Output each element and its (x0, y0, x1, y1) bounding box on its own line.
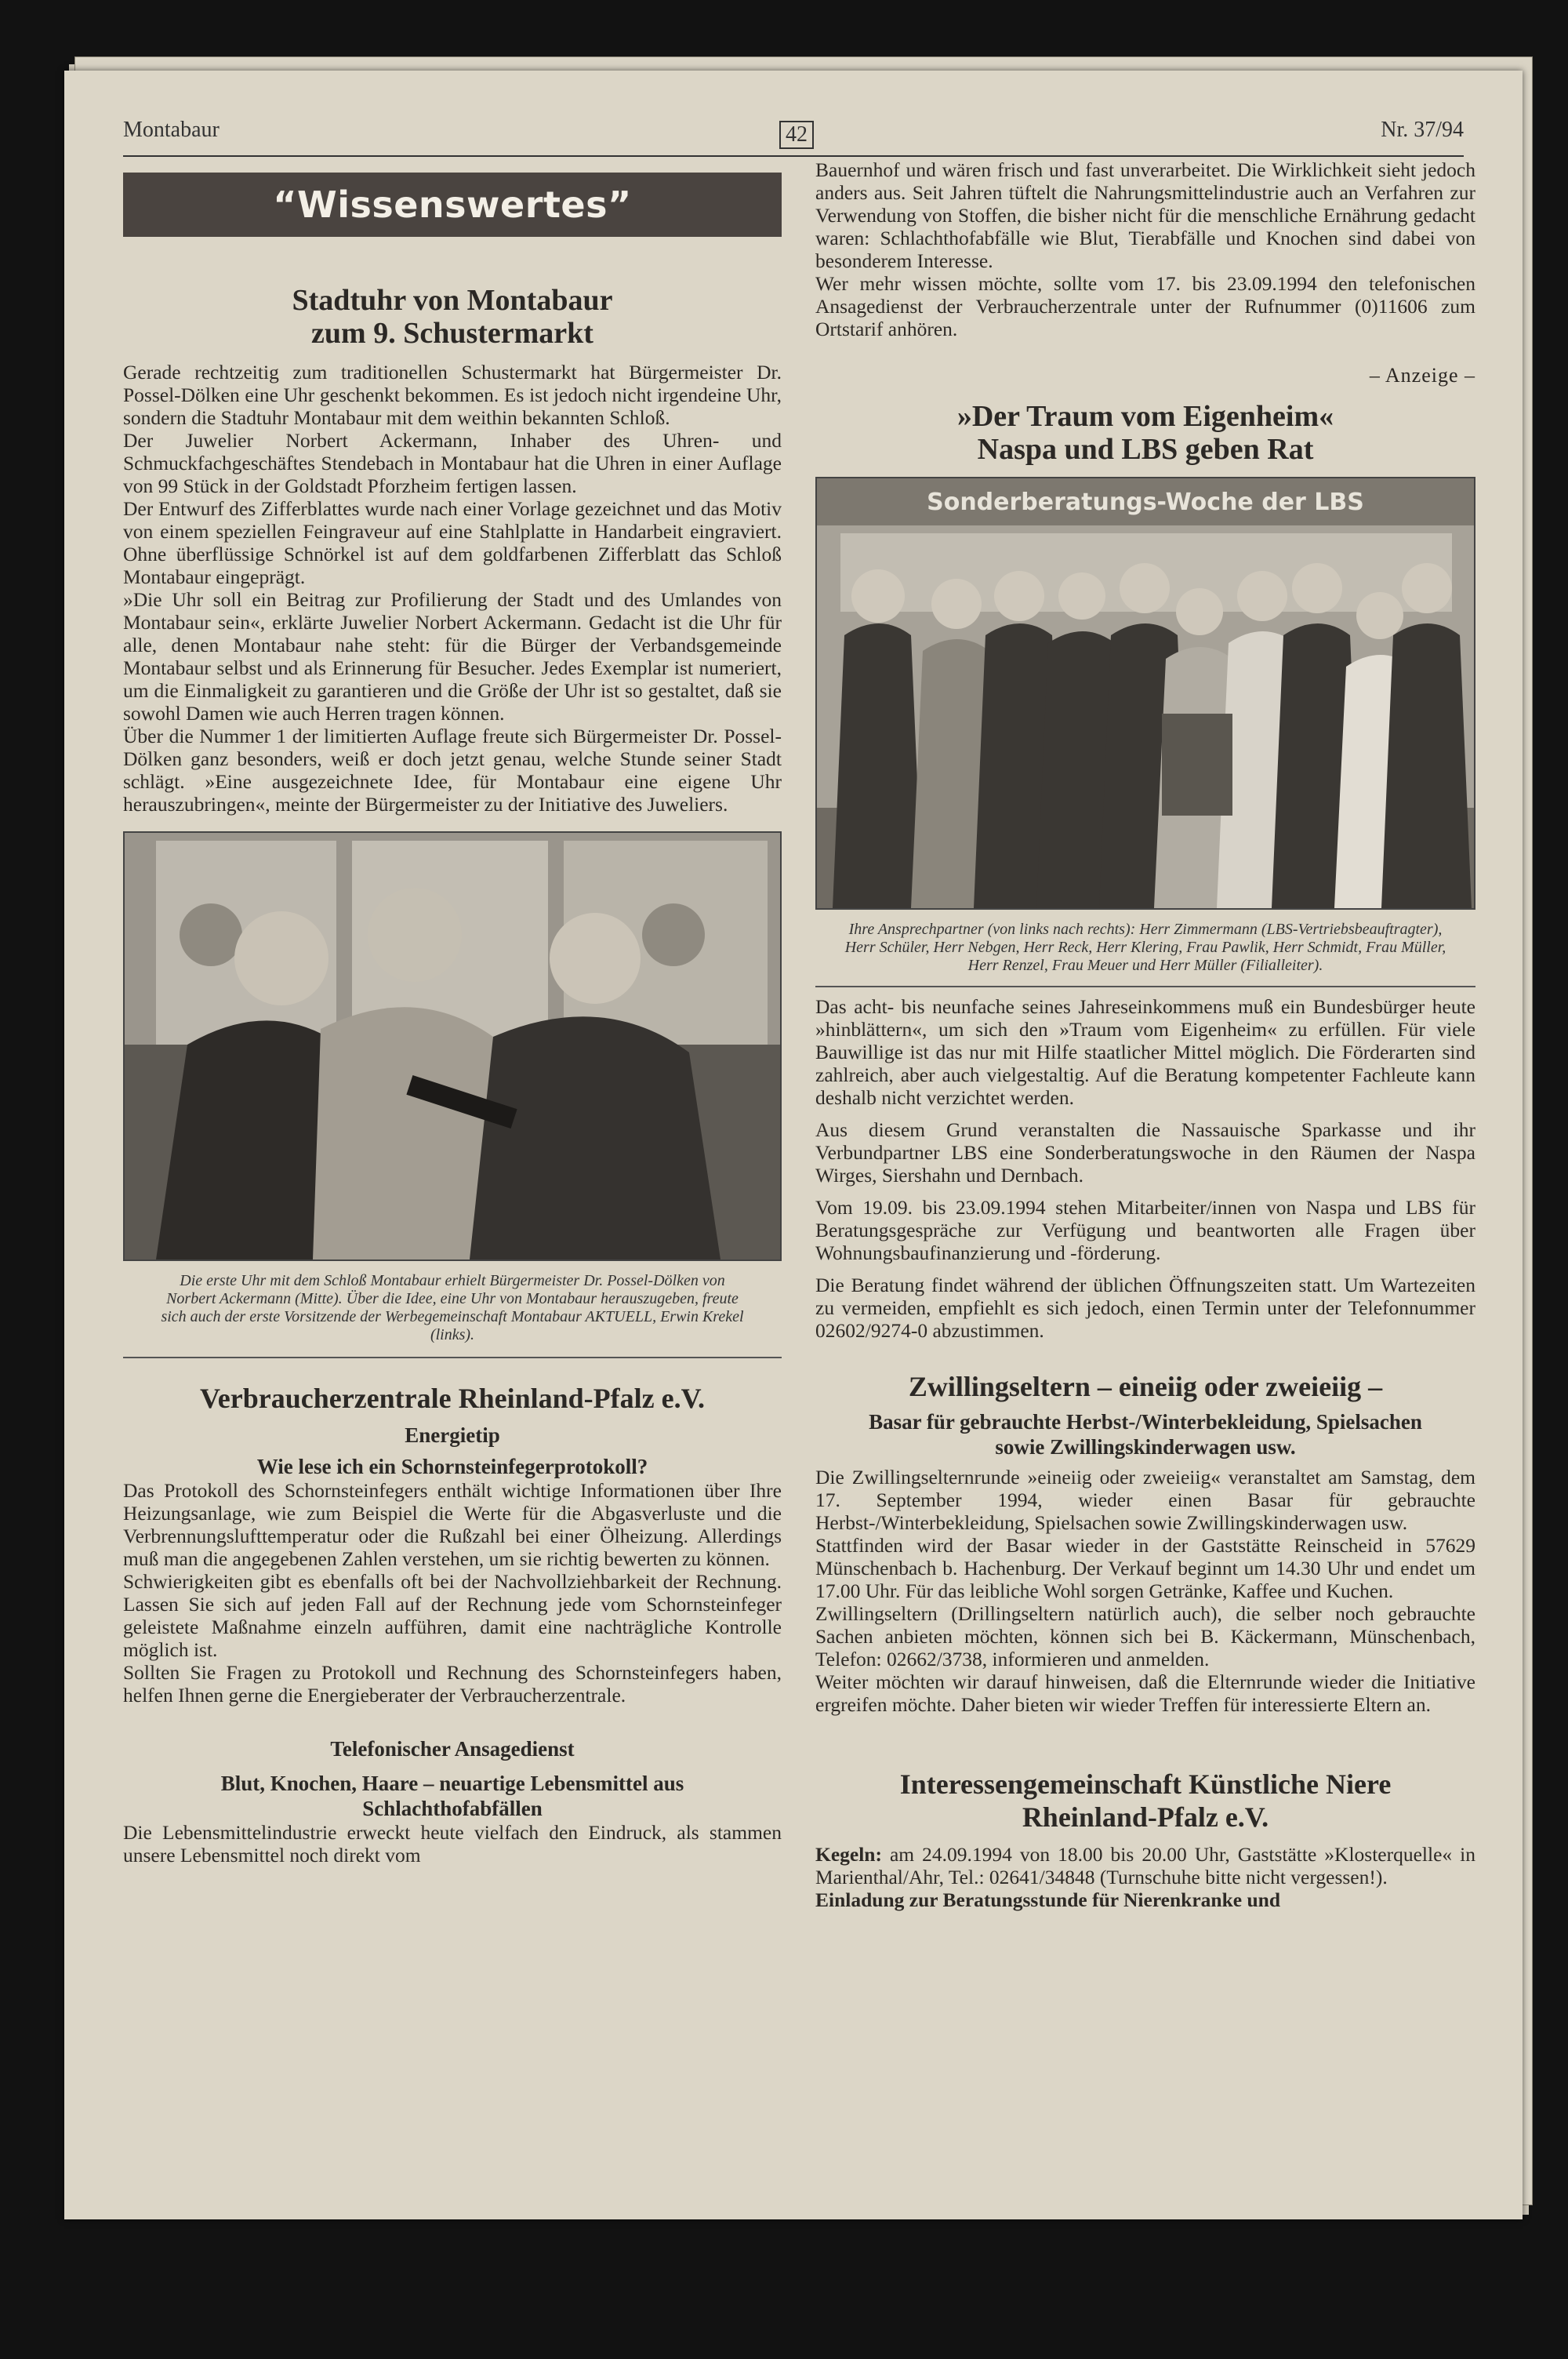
photo-image (817, 478, 1474, 908)
article-zwillingseltern (815, 1370, 1475, 1716)
header-town: Montabaur (123, 118, 220, 142)
article-title: Interessengemeinschaft Künstliche Niere (899, 1768, 1392, 1800)
photo-caption: Die erste Uhr mit dem Schloß Montabaur erhielt Bürgermeister Dr. Possel-Dölken von Norbert Ackermann (Mitte). Über die Idee, eine Uhr von Montabaur herauszugeben, freute sich auch der erste Vorsitzende der Werbegemeinschaft Montabaur AKTUELL, Erwin Krekel (links). (161, 1272, 744, 1343)
kegeln-text: am 24.09.1994 von 18.00 bis 20.00 Uhr, Gaststätte »Klosterquelle« in Marienthal/Ahr, Tel.: 02641/34848 (Turnschuhe bitte nicht vergessen!). (815, 1843, 1475, 1888)
paragraph: Wer mehr wissen möchte, sollte vom 17. bis 23.09.1994 den telefonischen Ansagedienst der Verbraucherzentrale unter der Rufnummer (0)11606 zum Ortstarif anhören. (815, 272, 1475, 340)
advertisement-label: – Anzeige – (1369, 364, 1475, 387)
photo-clock-handover (123, 831, 782, 1261)
header-issue: Nr. 37/94 (1381, 118, 1464, 142)
paragraph: Gerade rechtzeitig zum traditionellen Schustermarkt hat Bürgermeister Dr. Possel-Dölken eine Uhr geschenkt bekommen. Es ist jedoch nicht irgendeine Uhr, sondern die Stadtuhr Montabaur mit dem weithin bekannten Schloß. (123, 361, 782, 429)
paragraph: Vom 19.09. bis 23.09.1994 stehen Mitarbeiter/innen von Naspa und LBS für Beratungsgespräche zur Verfügung und beantworten alle Fragen über Wohnungsbaufinanzierung und -förderung. (815, 1196, 1475, 1264)
article-ansagedienst (123, 1736, 782, 1866)
paragraph: Schwierigkeiten gibt es ebenfalls oft bei der Nachvollziehbarkeit der Rechnung. Lassen Sie sich auf jeden Fall auf der Rechnung jede vom Schornsteinfeger geleistete Maßnahme einzeln aufführen, damit eine nachträgliche Kontrolle möglich ist. (123, 1570, 782, 1661)
article-title: Stadtuhr von Montabaur (292, 284, 613, 317)
article-subheading: Blut, Knochen, Haare – neuartige Lebensmittel aus Schlachthofabfällen (220, 1772, 684, 1820)
article-title-line2: Rheinland-Pfalz e.V. (1022, 1801, 1269, 1833)
article-subtitle: Energietip (405, 1423, 500, 1447)
article-subtitle: Basar für gebrauchte Herbst-/Winterbekleidung, Spielsachen sowie Zwillingskinderwagen usw. (869, 1410, 1422, 1459)
paragraph: Sollten Sie Fragen zu Protokoll und Rechnung des Schornsteinfegers haben, helfen Ihnen gerne die Energieberater der Verbraucherzentrale. (123, 1661, 782, 1707)
photo-sign-text: Sonderberatungs-Woche der LBS (927, 489, 1364, 516)
article-title: Zwillingseltern – eineiig oder zweieiig – (908, 1371, 1383, 1402)
paragraph: Der Juwelier Norbert Ackermann, Inhaber des Uhren- und Schmuckfachgeschäftes Stendebach in Montabaur hat die Uhren in einer Auflage von 99 Stück in der Goldstadt Pforzheim fertigen lassen. (123, 429, 782, 497)
article-title: Verbraucherzentrale Rheinland-Pfalz e.V. (200, 1383, 705, 1414)
article-title-line2: Naspa und LBS geben Rat (977, 433, 1314, 466)
paragraph: Der Entwurf des Zifferblattes wurde nach einer Vorlage gezeichnet und das Motiv von einem speziellen Feingraveur auf eine Stahlplatte in Handarbeit eingraviert. Ohne überflüssige Schnörkel ist auf dem goldfarbenen Zifferblatt das Schloß Montabaur eingeprägt. (123, 497, 782, 588)
paragraph: »Die Uhr soll ein Beitrag zur Profilierung der Stadt und des Umlandes von Montabaur sein«, erklärte Juwelier Norbert Ackermann. Gedacht ist die Uhr für alle, denen Montabaur nahe steht: für die Bürger der Verbandsgemeinde Montabaur selbst und als Erinnerung für Besucher. Jedes Exemplar ist numeriert, um die Einmaligkeit zu garantieren und die Größe der Uhr ist so gestaltet, daß sie sowohl Damen wie auch Herren tragen können. (123, 588, 782, 725)
divider (123, 1357, 782, 1358)
paragraph: Die Beratung findet während der üblichen Öffnungszeiten statt. Um Wartezeiten zu vermeiden, empfiehlt es sich jedoch, einen Termin unter der Telefonnummer 02602/9274-0 abzustimmen. (815, 1274, 1475, 1342)
section-banner: “Wissenswertes” (123, 173, 782, 237)
article-title-line2: zum 9. Schustermarkt (311, 317, 593, 350)
article-verbraucherzentrale (123, 1382, 782, 1707)
paragraph-kegeln (815, 1843, 1475, 1888)
article-eigenheim (815, 400, 1475, 1342)
paragraph: Zwillingseltern (Drillingseltern natürlich auch), die selber noch gebrauchte Sachen anbieten möchten, können sich bei B. Käckermann, Münschenbach, Telefon: 02662/3738, informieren und anmelden. (815, 1602, 1475, 1670)
article-kuenstliche-niere (815, 1768, 1475, 1911)
paragraph: Aus diesem Grund veranstalten die Nassauische Sparkasse und ihr Verbundpartner LBS eine Sonderberatungswoche in den Räumen der Naspa Wirges, Siershahn und Dernbach. (815, 1118, 1475, 1187)
photo-image (125, 833, 780, 1259)
right-column (815, 158, 1475, 1911)
paragraph: Die Zwillingselternrunde »eineiig oder zweieiig« veranstaltet am Samstag, dem 17. September 1994, wieder einen Basar für gebrauchte Herbst-/Winterbekleidung, Spielsachen sowie Zwillingskinderwagen usw. (815, 1466, 1475, 1534)
article-stadtuhr (123, 284, 782, 1358)
article-heading: Telefonischer Ansagedienst (330, 1737, 575, 1761)
paragraph: Das acht- bis neunfache seines Jahreseinkommens muß ein Bundesbürger heute »hinblättern«, um sich den »Traum vom Eigenheim« zu erfüllen. Für viele Bauwillige ist das nur mit Hilfe staatlicher Mittel möglich. Die Förderarten sind zahlreich, aber auch vielgestaltig. Auf die Beratung kompetenter Fachleute kann deshalb nicht verzichtet werden. (815, 995, 1475, 1109)
kegeln-label: Kegeln: (815, 1843, 882, 1866)
paragraph: Über die Nummer 1 der limitierten Auflage freute sich Bürgermeister Dr. Possel-Dölken ganz besonders, weiß er doch jetzt genau, welche Stunde seiner Stadt schlägt. »Eine ausgezeichnete Idee, für Montabaur eine eigene Uhr herauszubringen«, meinte der Bürgermeister zu der Initiative des Juweliers. (123, 725, 782, 816)
header-rule (123, 155, 1464, 157)
paragraph: Weiter möchten wir darauf hinweisen, daß die Elternrunde wieder die Initiative ergreifen möchte. Daher bieten wir wieder Treffen für interessierte Eltern an. (815, 1670, 1475, 1716)
photo-caption: Ihre Ansprechpartner (von links nach rechts): Herr Zimmermann (LBS-Vertriebsbeauftragter), Herr Schüler, Herr Nebgen, Herr Reck, Herr Klering, Frau Pawlik, Herr Schmidt, Frau Müller, Herr Renzel, Frau Meuer und Herr Müller (Filialleiter). (844, 921, 1446, 974)
divider (815, 986, 1475, 987)
paragraph: Stattfinden wird der Basar wieder in der Gaststätte Reinscheid in 57629 Münschenbach b. Hachenburg. Der Verkauf beginnt um 14.30 Uhr und endet um 17.00 Uhr. Für das leibliche Wohl sorgen Getränke, Kaffee und Kuchen. (815, 1534, 1475, 1602)
article-subtitle: Wie lese ich ein Schornsteinfegerprotokoll? (256, 1455, 648, 1478)
article-title: »Der Traum vom Eigenheim« (956, 400, 1334, 433)
newspaper-page (64, 71, 1523, 2219)
left-column (123, 173, 782, 1866)
paragraph: Die Lebensmittelindustrie erweckt heute vielfach den Eindruck, als stammen unsere Lebensmittel noch direkt vom (123, 1821, 782, 1866)
header-page-number: 42 (779, 121, 814, 149)
paragraph: Bauernhof und wären frisch und fast unverarbeitet. Die Wirklichkeit sieht jedoch anders aus. Seit Jahren tüftelt die Nahrungsmittelindustrie auch an Verfahren zur Verwendung von Stoffen, die bisher nicht für die menschliche Ernährung gedacht waren: Schlachthofabfälle wie Blut, Tierabfälle und Knochen sind dabei von besonderem Interesse. (815, 158, 1475, 272)
photo-naspa-team (815, 477, 1475, 910)
paragraph-einladung: Einladung zur Beratungsstunde für Nierenkranke und (815, 1888, 1281, 1911)
paragraph: Das Protokoll des Schornsteinfegers enthält wichtige Informationen über Ihre Heizungsanlage, wie zum Beispiel die Werte für die Abgasverluste und die Verbrennungslufttemperatur oder die Rußzahl bei einer Ölheizung. Allerdings muß man die angegebenen Zahlen verstehen, um sie richtig bewerten zu können. (123, 1479, 782, 1570)
